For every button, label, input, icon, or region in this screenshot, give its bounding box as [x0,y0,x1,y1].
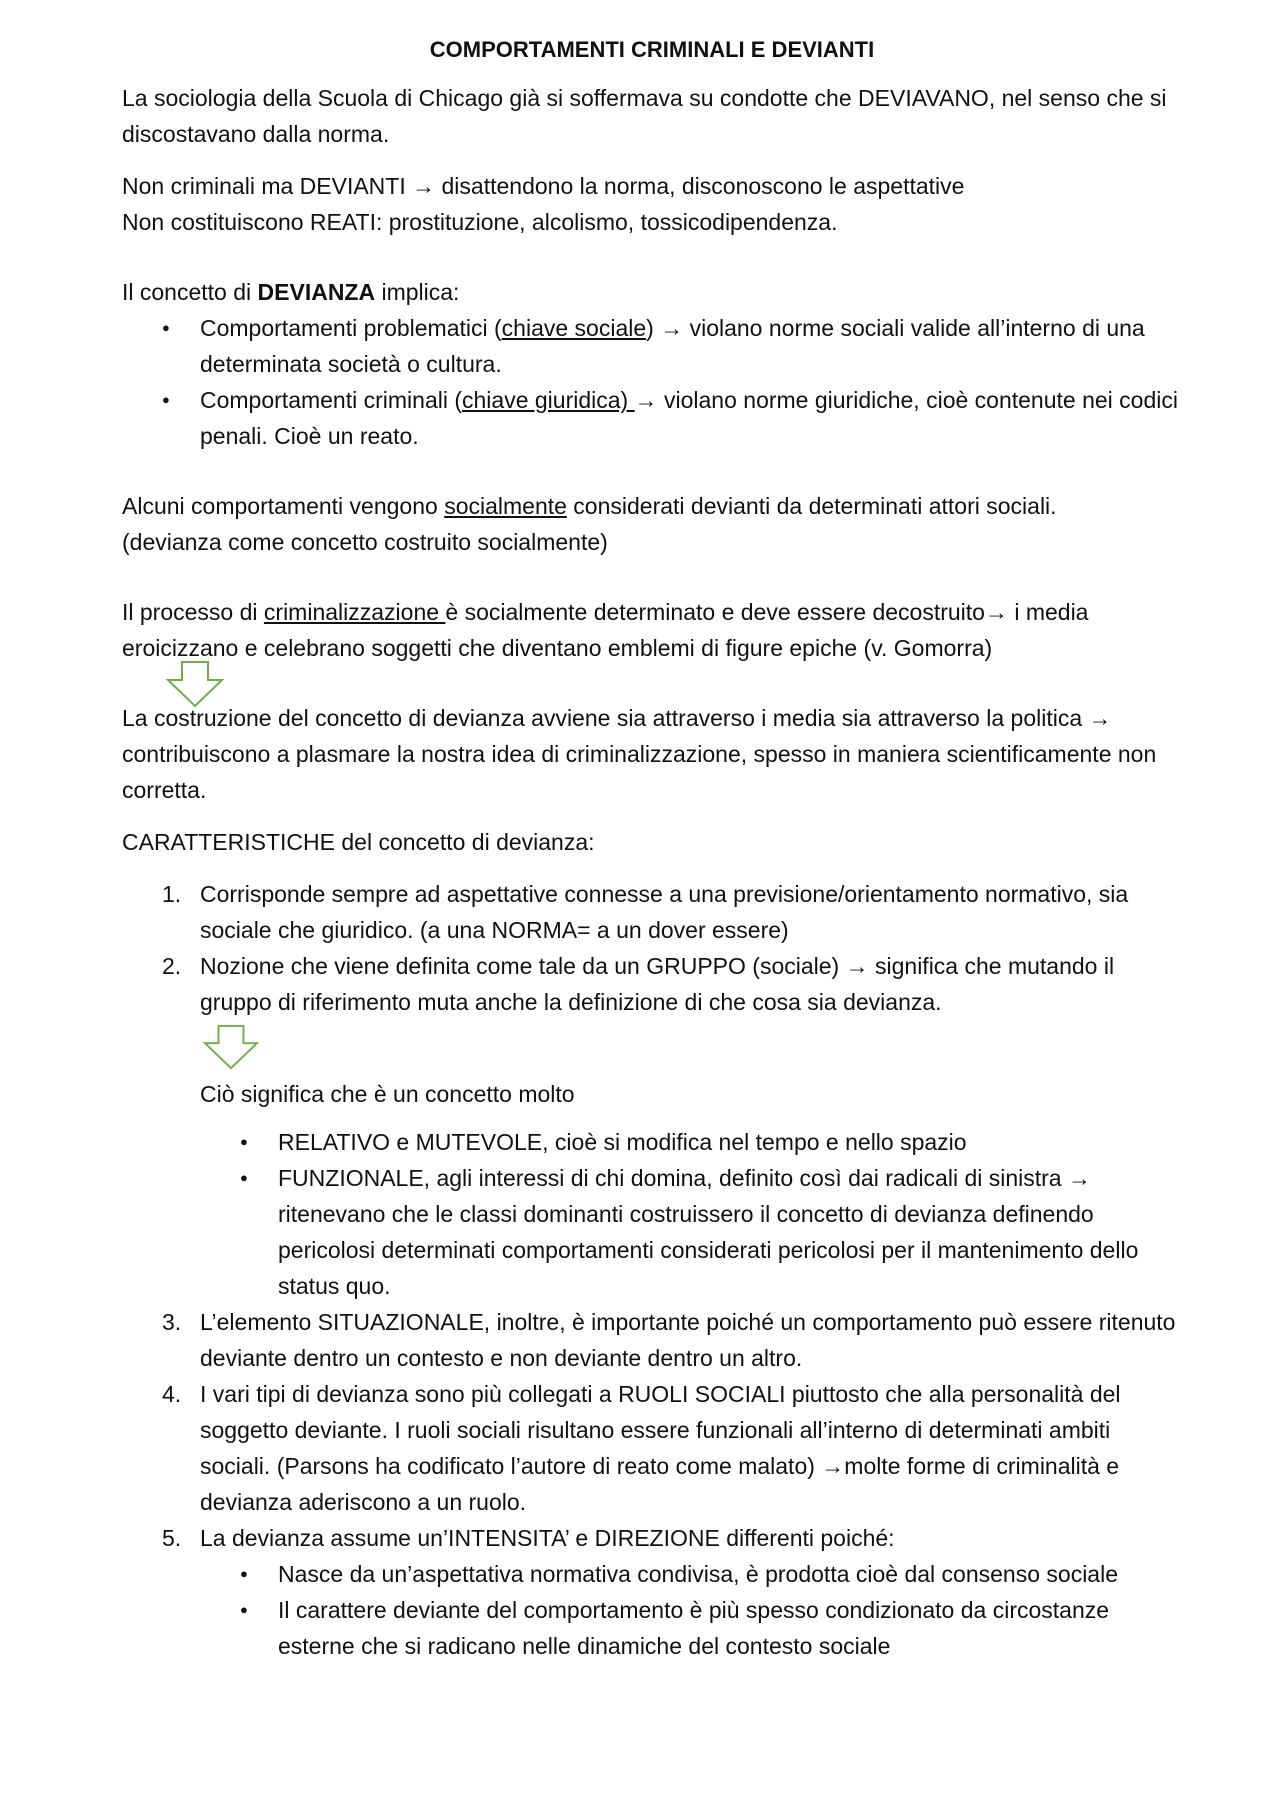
meaning-line: Ciò significa che è un concetto molto [200,1081,575,1107]
item-text: Nozione che viene definita come tale da un GRUPPO (sociale) → significa che mutando il gruppo di riferimento muta anche la definizione di che cosa sia devianza. [200,953,1115,1015]
document-page [122,28,1182,1664]
list-item [122,1304,1182,1376]
item-number: 2. [162,953,182,979]
list-item: ● FUNZIONALE, agli interessi di chi domina, definito così dai radicali di sinistra → ritenevano che le classi dominanti costruissero il concetto di devianza definendo pericolosi determinati comportamenti considerati pericolosi per il mantenimento dello status quo. [200,1160,1182,1304]
deviant-line-1-pre: Non criminali ma DEVIANTI [122,173,406,199]
item-text: La devianza assume un’INTENSITA’ e DIREZIONE differenti poiché: [200,1525,895,1551]
social-line-2: (devianza come concetto costruito socialmente) [122,529,608,555]
item-underlined: chiave giuridica) [462,387,635,413]
list-item: ● RELATIVO e MUTEVOLE, cioè si modifica nel tempo e nello spazio [200,1124,1182,1160]
down-arrow-icon [164,660,226,710]
deviant-line-1-post: disattendono la norma, disconoscono le aspettative [441,173,965,199]
deviant-line-1 [122,168,1182,204]
right-arrow-icon: → [412,173,436,199]
list-item [122,948,1182,1304]
item-pre: Comportamenti problematici ( [200,315,502,341]
intro-paragraph: La sociologia della Scuola di Chicago già si soffermava su condotte che DEVIAVANO, nel senso che si discostavano dalla norma. [122,85,1167,147]
item-number: 3. [162,1309,182,1335]
item-post: ) → violano norme sociali valide all’interno di una determinata società o cultura. [200,315,1145,377]
social-pre: Alcuni comportamenti vengono [122,493,445,519]
list-item [122,310,1182,382]
list-item [122,382,1182,454]
social-post: considerati devianti da determinati attori sociali. [566,493,1057,519]
social-underlined: socialmente [444,493,567,519]
list-item [122,1376,1182,1520]
list-item: ● Nasce da un’aspettativa normativa condivisa, è prodotta cioè dal consenso sociale [200,1556,1182,1592]
deviant-line-2: Non costituiscono REATI: prostituzione, alcolismo, tossicodipendenza. [122,209,838,235]
crim-post: è socialmente determinato e deve essere decostruito→ i media eroicizzano e celebrano soggetti che diventano emblemi di figure epiche (v. Gomorra) [122,599,1089,661]
concept-bold: DEVIANZA [257,279,376,305]
item-number: 1. [162,881,182,907]
social-paragraph [122,488,1182,524]
criminalization-paragraph [122,594,1182,666]
concept-list [122,310,1182,454]
list-item: ● Il carattere deviante del comportamento è più spesso condizionato da circostanze esterne che si radicano nelle dinamiche del contesto sociale [200,1592,1182,1664]
item-post: → violano norme giuridiche, cioè contenute nei codici penali. Cioè un reato. [200,387,1178,449]
crim-pre: Il processo di [122,599,264,625]
crim-underlined: criminalizzazione [263,599,446,625]
down-arrow-icon [200,1024,262,1072]
characteristics-list [122,876,1182,1664]
item-number: 5. [162,1525,182,1551]
item-pre: Comportamenti criminali ( [200,387,463,413]
item-number: 4. [162,1381,182,1407]
list-item [122,876,1182,948]
item-text: Corrisponde sempre ad aspettative connesse a una previsione/orientamento normativo, sia sociale che giuridico. (a una NORMA= a un dover essere) [200,881,1129,943]
item-text: L’elemento SITUAZIONALE, inoltre, è importante poiché un comportamento può essere ritenuto deviante dentro un contesto e non deviante dentro un altro. [200,1309,1176,1371]
meaning-list [200,1124,1182,1304]
document-title: COMPORTAMENTI CRIMINALI E DEVIANTI [429,37,875,62]
concept-post: implica: [375,279,460,305]
concept-pre: Il concetto di [122,279,258,305]
list-item [122,1520,1182,1664]
item-underlined: chiave sociale [501,315,647,341]
concept-heading [122,274,1182,310]
media-paragraph: La costruzione del concetto di devianza avviene sia attraverso i media sia attraverso la politica → contribuiscono a plasmare la nostra idea di criminalizzazione, spesso in maniera scientificamente non corretta. [122,705,1157,803]
characteristics-heading: CARATTERISTICHE del concetto di devianza: [122,829,595,855]
item-text: I vari tipi di devianza sono più collegati a RUOLI SOCIALI piuttosto che alla personalità del soggetto deviante. I ruoli sociali risultano essere funzionali all’interno di determinati ambiti sociali. (Parsons ha codificato l’autore di reato come malato) →molte forme di criminalità e devianza aderiscono a un ruolo. [200,1381,1121,1515]
intensity-list [200,1556,1182,1664]
